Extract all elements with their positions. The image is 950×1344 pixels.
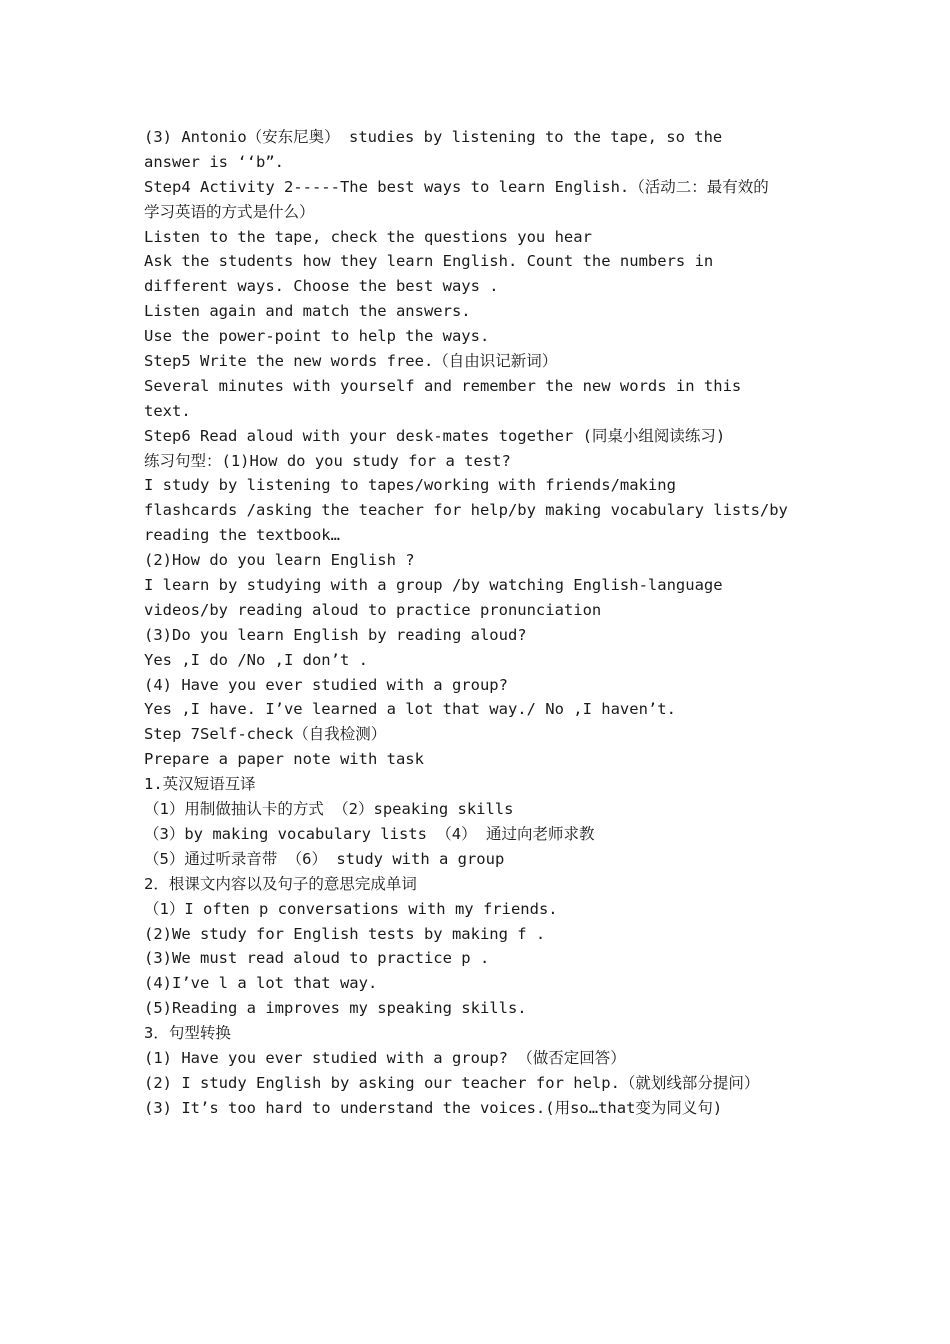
text-line: text.: [144, 401, 191, 420]
exercise-heading: 3．句型转换: [144, 1024, 231, 1043]
text-line: Prepare a paper note with task: [144, 750, 424, 769]
exercise-item: (3)We must read aloud to practice p .: [144, 949, 490, 968]
text-line: Yes ,I do /No ,I don’t .: [144, 650, 368, 669]
section-heading: Step4 Activity 2-----The best ways to learn English.（活动二：最有效的: [144, 177, 769, 196]
section-heading: Step6 Read aloud with your desk-mates together (同桌小组阅读练习): [144, 426, 726, 445]
text-line: (3)Do you learn English by reading aloud?: [144, 625, 527, 644]
section-heading: Step5 Write the new words free.（自由识记新词）: [144, 352, 558, 371]
text-line: Listen again and match the answers.: [144, 302, 471, 321]
text-line: Listen to the tape, check the questions you hear: [144, 227, 592, 246]
exercise-item: （3）by making vocabulary lists （4） 通过向老师求教: [144, 824, 595, 843]
text-line: different ways. Choose the best ways .: [144, 277, 499, 296]
text-line: I learn by studying with a group /by watching English-language: [144, 576, 723, 595]
text-line: Several minutes with yourself and remember the new words in this: [144, 376, 742, 395]
text-line: reading the textbook…: [144, 526, 340, 545]
exercise-item: (4)I’ve l a lot that way.: [144, 974, 378, 993]
text-line: answer is ‘‘b”.: [144, 152, 284, 171]
exercise-item: （1）用制做抽认卡的方式 （2）speaking skills: [144, 800, 514, 819]
exercise-item: （1）I often p conversations with my friends.: [144, 899, 558, 918]
exercise-item: (5)Reading a improves my speaking skills.: [144, 999, 527, 1018]
exercise-item: (2) I study English by asking our teacher for help.（就划线部分提问）: [144, 1073, 760, 1092]
text-line: (4) Have you ever studied with a group?: [144, 675, 508, 694]
text-line: Use the power-point to help the ways.: [144, 327, 490, 346]
exercise-heading: 1.英汉短语互译: [144, 775, 256, 794]
exercise-item: (3) It’s too hard to understand the voices.(用so…that变为同义句): [144, 1098, 723, 1117]
exercise-item: (2)We study for English tests by making f .: [144, 924, 546, 943]
text-line: 学习英语的方式是什么）: [144, 202, 315, 221]
section-heading: Step 7Self-check（自我检测）: [144, 725, 387, 744]
text-line: (3) Antonio（安东尼奥） studies by listening to the tape, so the: [144, 128, 723, 146]
exercise-heading: 2．根课文内容以及句子的意思完成单词: [144, 874, 417, 893]
exercise-item: （5）通过听录音带 （6） study with a group: [144, 849, 505, 868]
text-line: I study by listening to tapes/working with friends/making: [144, 476, 676, 495]
text-line: Ask the students how they learn English. Count the numbers in: [144, 252, 714, 271]
text-line: videos/by reading aloud to practice pronunciation: [144, 600, 602, 619]
text-line: 练习句型：(1)How do you study for a test?: [144, 451, 511, 470]
document-body: [144, 125, 814, 1121]
text-line: (2)How do you learn English ?: [144, 551, 415, 570]
text-line: flashcards /asking the teacher for help/by making vocabulary lists/by: [144, 501, 788, 520]
exercise-item: (1) Have you ever studied with a group? （做否定回答）: [144, 1048, 626, 1067]
text-line: Yes ,I have. I’ve learned a lot that way./ No ,I haven’t.: [144, 700, 676, 719]
